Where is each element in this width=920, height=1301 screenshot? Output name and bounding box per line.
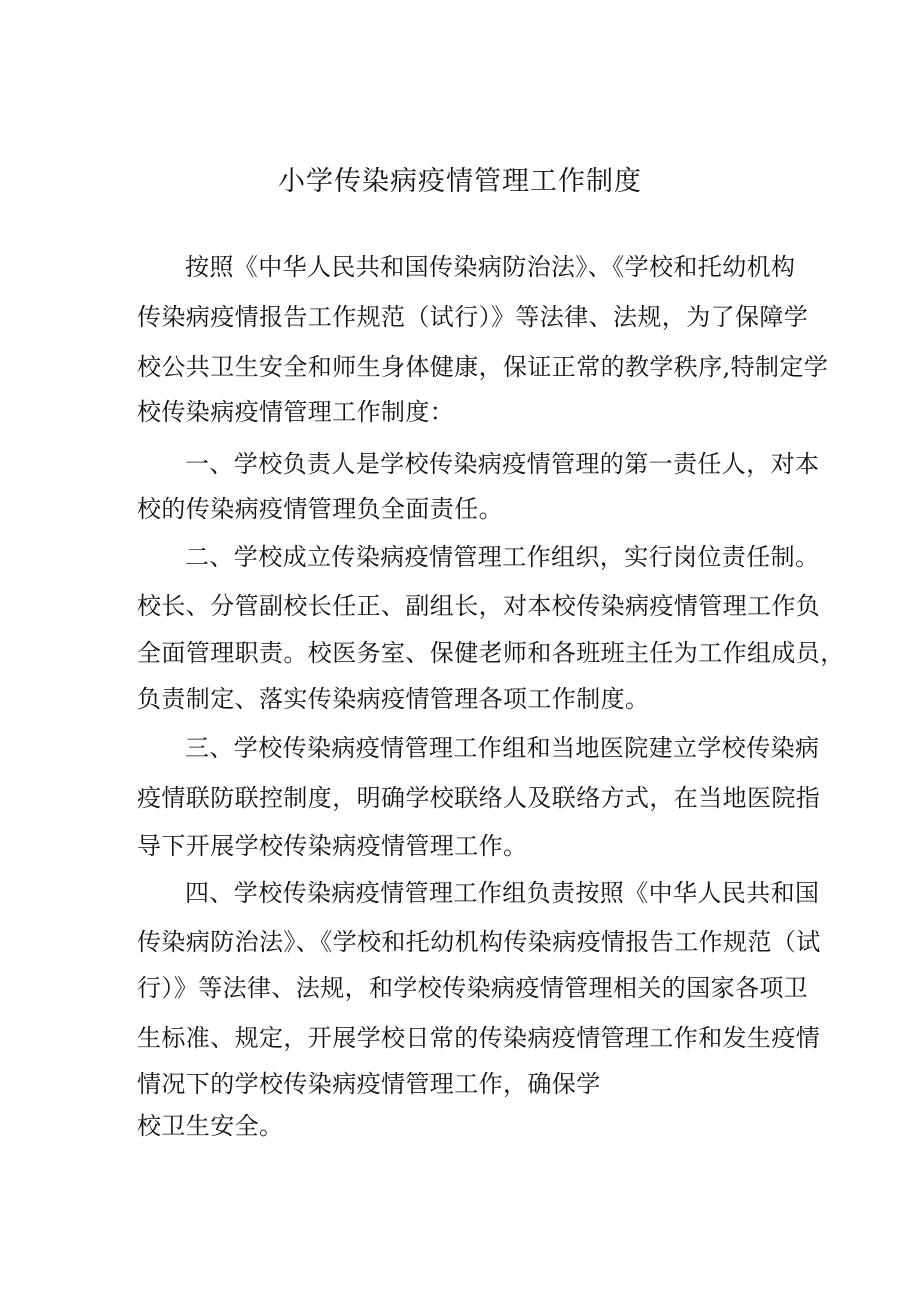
- document-title: 小学传染病疫情管理工作制度: [278, 166, 642, 197]
- text-line: 校卫生安全。: [137, 1112, 284, 1140]
- text-line: 行）》等法律、法规，和学校传染病疫情管理相关的国家各项卫: [137, 974, 809, 1002]
- text-line: 导下开展学校传染病疫情管理工作。: [137, 832, 528, 860]
- text-line: 二、学校成立传染病疫情管理工作组织，实行岗位责任制。: [185, 543, 820, 571]
- text-line: 校公共卫生安全和师生身体健康，保证正常的教学秩序,特制定学: [137, 353, 829, 381]
- text-line: 传染病防治法》、《学校和托幼机构传染病疫情报告工作规范（试: [137, 928, 821, 956]
- text-line: 情况下的学校传染病疫情管理工作，确保学: [137, 1070, 601, 1098]
- text-line: 校的传染病疫情管理负全面责任。: [137, 495, 503, 523]
- text-line: 校传染病疫情管理工作制度：: [137, 398, 455, 426]
- text-line: 一、学校负责人是学校传染病疫情管理的第一责任人，对本: [185, 450, 820, 478]
- text-line: 生标准、规定，开展学校日常的传染病疫情管理工作和发生疫情: [137, 1024, 821, 1052]
- text-line: 全面管理职责。校医务室、保健老师和各班班主任为工作组成员，: [137, 639, 845, 667]
- text-line: 传染病疫情报告工作规范（试行）》等法律、法规，为了保障学: [137, 303, 809, 331]
- text-line: 按照《中华人民共和国传染病防治法》、《学校和托幼机构: [185, 253, 796, 281]
- text-line: 校长、分管副校长任正、副组长，对本校传染病疫情管理工作负: [137, 592, 821, 620]
- text-line: 疫情联防联控制度，明确学校联络人及联络方式，在当地医院指: [137, 784, 821, 812]
- text-line: 三、学校传染病疫情管理工作组和当地医院建立学校传染病: [185, 734, 820, 762]
- text-line: 四、学校传染病疫情管理工作组负责按照《中华人民共和国: [185, 879, 820, 907]
- text-line: 负责制定、落实传染病疫情管理各项工作制度。: [137, 685, 650, 713]
